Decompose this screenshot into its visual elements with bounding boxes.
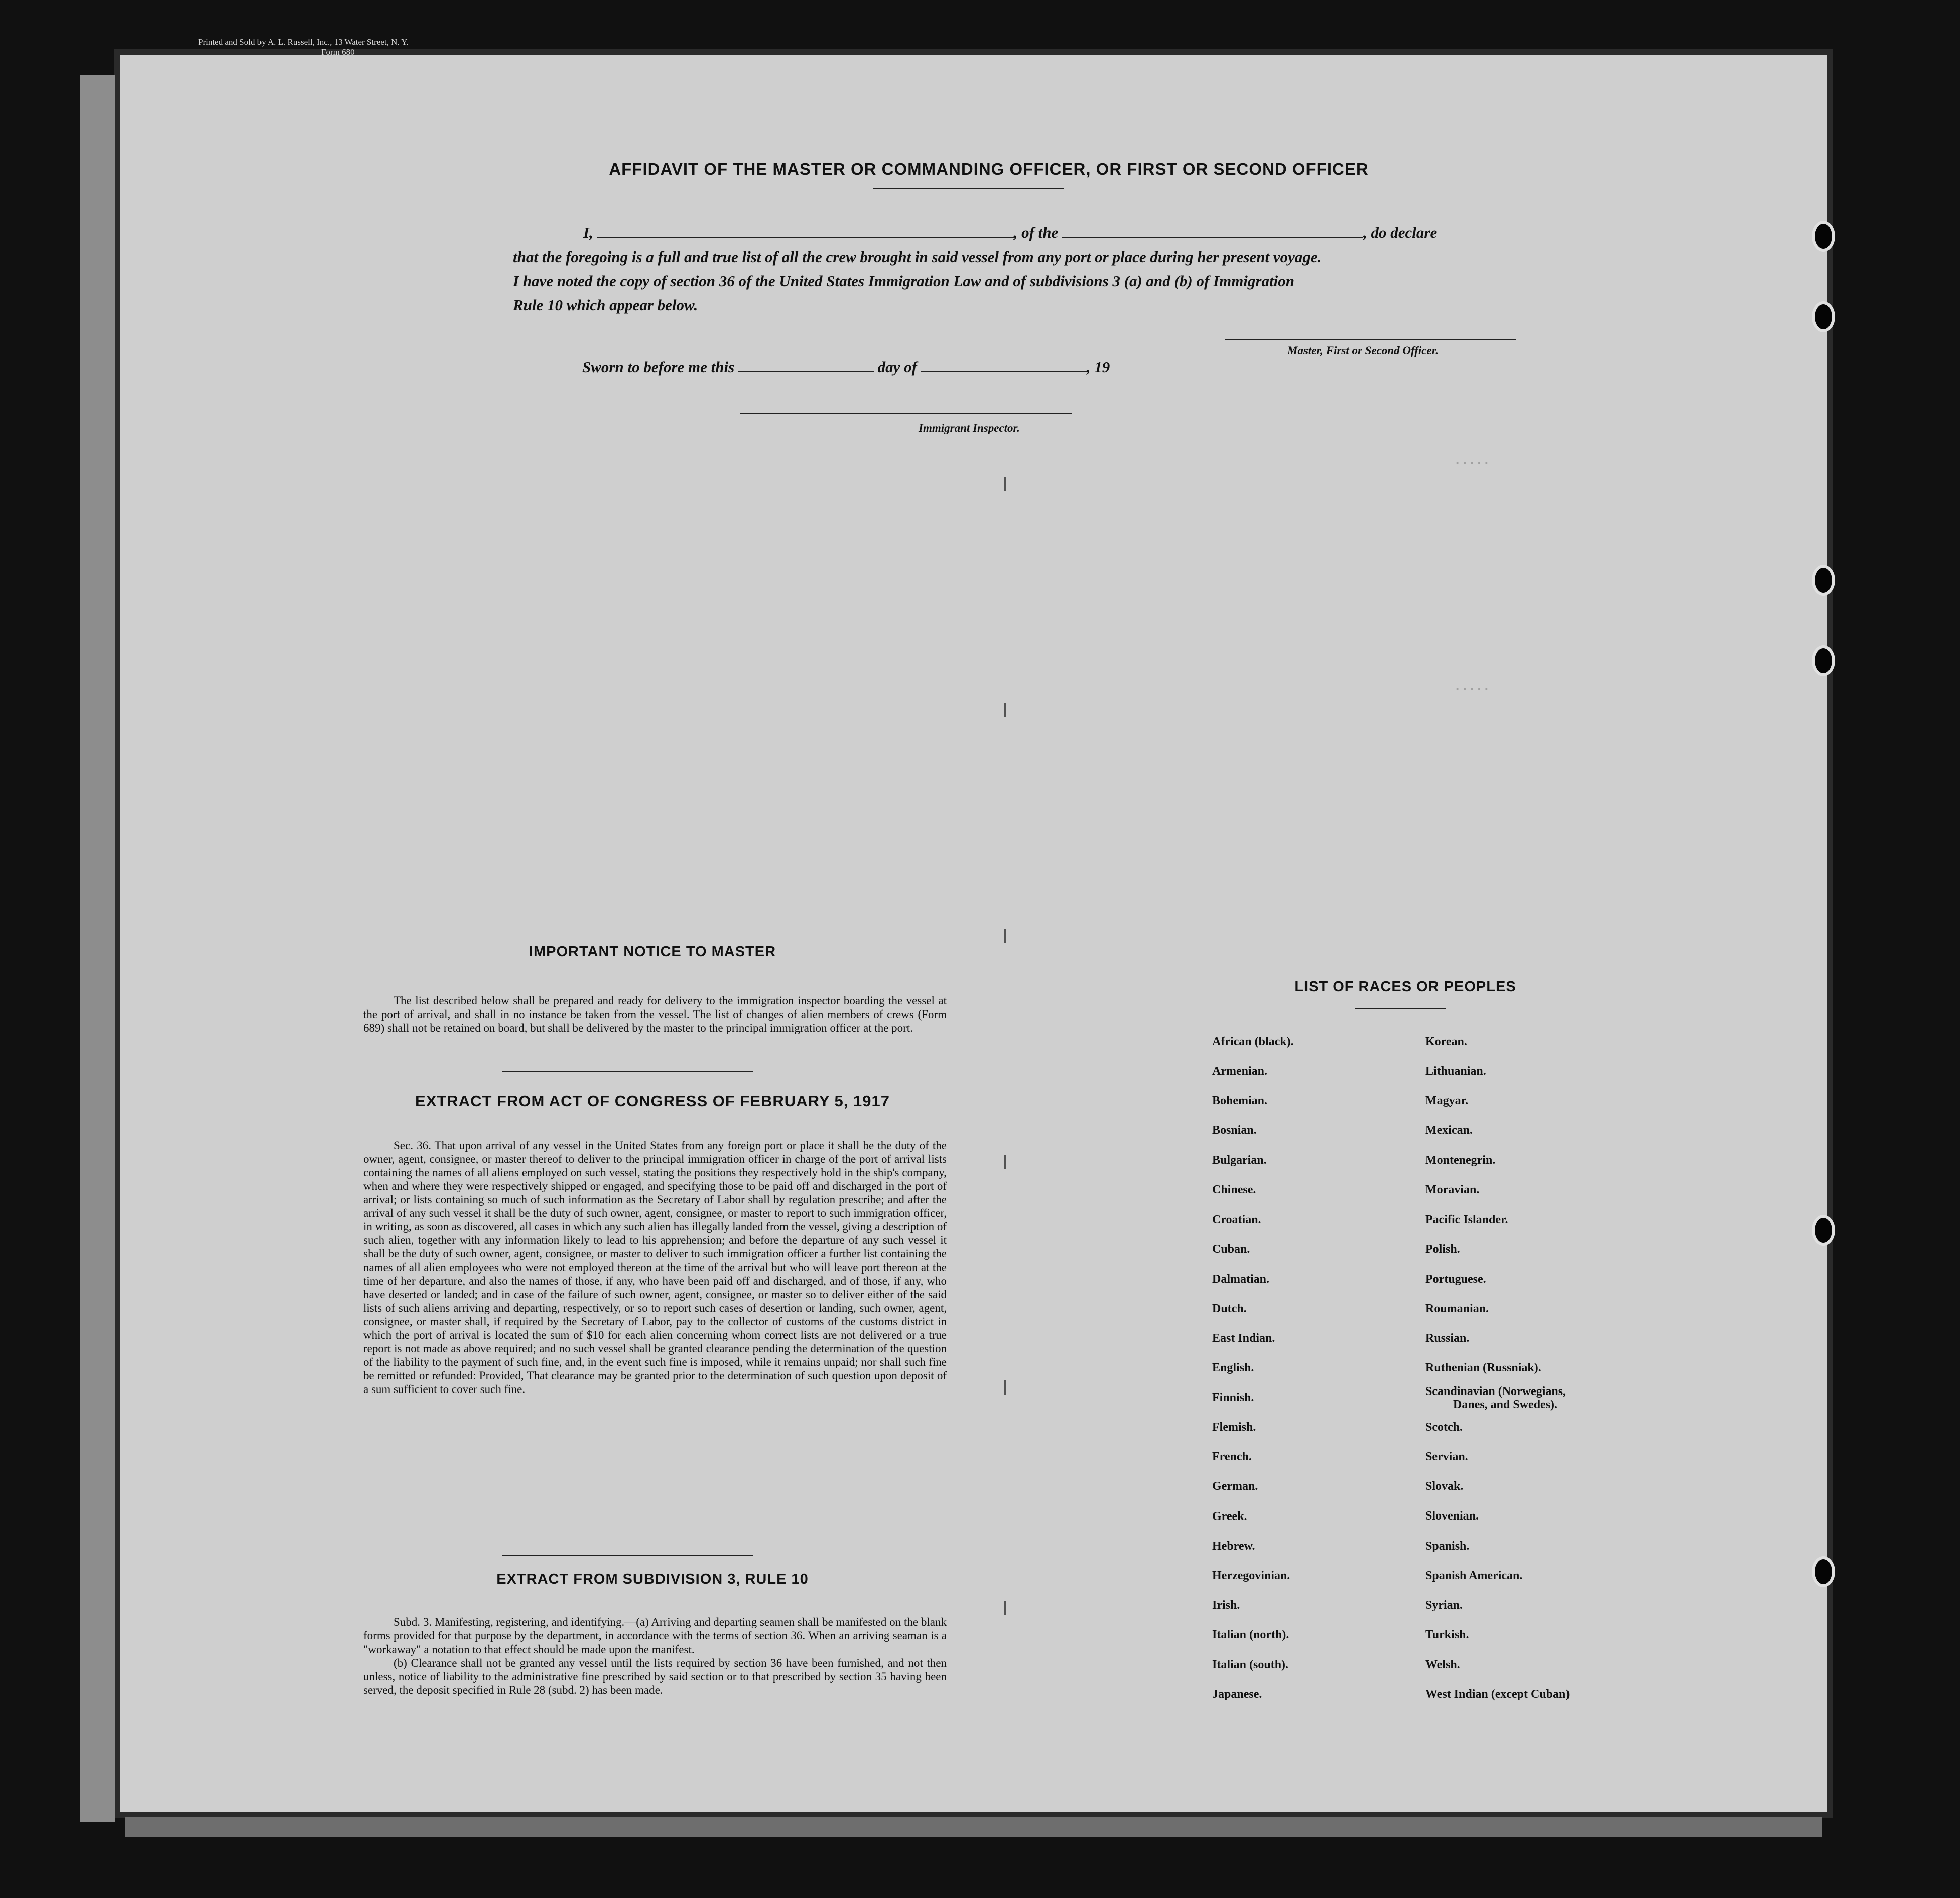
affidavit-line-1: I, , of the , do declare — [583, 224, 1438, 241]
punch-hole — [1812, 1556, 1835, 1587]
races-left-column — [1212, 1027, 1294, 1709]
races-title-rule — [1355, 1008, 1446, 1009]
ditto-tick — [1004, 929, 1006, 943]
ditto-tick — [1004, 1380, 1006, 1395]
act-extract-text: Sec. 36. That upon arrival of any vessel in the United States from any foreign port or place it shall be the duty of the owner, agent, consignee, or master thereof to deliver to the principal immigration officer in charge of the port of arrival lists containing the names of all aliens employed on such vessel, stating the positions they respectively hold in the ship's company, when and where they were respectively shipped or engaged, and specifying those to be paid off and discharged in the port of arrival; or lists containing so much of such information as the Secretary of Labor shall by regulation prescribe; and after the arrival of any such vessel it shall be the duty of such owner, agent, consignee, or master to report to such immigration officer, in writing, as soon as discovered, all cases in which any such alien has illegally landed from the vessel, giving a description of such alien, together with any information likely to lead to his apprehension; and before the departure of any such vessel it shall be the duty of such owner, agent, consignee, or master to deliver to such immigration officer a further list containing the names of all alien employees who were not employed thereon at the time of the arrival but who will leave port thereon at the time of her departure, and also the names of those, if any, who have been paid off and discharged, and of those, if any, who have deserted or landed; and in case of the failure of such owner, agent, consignee, or master so to deliver either of the said lists of such aliens arriving and departing, respectively, or so to report such cases of desertion or landing, such owner, agent, consignee, or master shall, if required by the Secretary of Labor, pay to the collector of customs of the customs district in which the port of arrival is located the sum of $10 for each alien concerning whom correct lists are not delivered or a true report is not made as above required; and no such vessel shall be granted clearance pending the determination of the question of the liability to the payment of such fine, and, in the event such fine is imposed, while it remains unpaid; nor shall such fine be remitted or refunded: Provided, That clearance may be granted prior to the determination of such question upon deposit of a sum sufficient to cover such fine. — [363, 1139, 947, 1396]
race-item: Spanish. — [1425, 1539, 1470, 1553]
race-item: Pacific Islander. — [1425, 1213, 1508, 1226]
bleed-through-mark: . . . . . — [1456, 452, 1489, 467]
race-item: Korean. — [1425, 1035, 1467, 1048]
race-item: East Indian. — [1212, 1331, 1275, 1345]
inspector-signature-label: Immigrant Inspector. — [919, 422, 1020, 434]
affidavit-line-2: that the foregoing is a full and true list of all the crew brought in said vessel from any port or place during her present voyage. — [513, 248, 1322, 266]
affidavit-line-4: Rule 10 which appear below. — [513, 296, 698, 314]
ditto-tick — [1004, 477, 1006, 491]
race-item: Ruthenian (Russniak). — [1425, 1361, 1541, 1375]
race-item: Mexican. — [1425, 1124, 1473, 1137]
title-rule — [873, 188, 1064, 189]
race-item: Syrian. — [1425, 1598, 1463, 1612]
race-item: Portuguese. — [1425, 1272, 1486, 1286]
form-page — [120, 55, 1827, 1812]
ditto-tick — [1004, 1601, 1006, 1615]
rule-extract-title: EXTRACT FROM SUBDIVISION 3, RULE 10 — [496, 1571, 809, 1587]
race-item: Magyar. — [1425, 1094, 1469, 1108]
race-item: German. — [1212, 1480, 1258, 1493]
race-item: Montenegrin. — [1425, 1154, 1496, 1167]
master-signature-line — [1225, 339, 1516, 340]
race-item: Finnish. — [1212, 1391, 1254, 1405]
race-item: Greek. — [1212, 1509, 1247, 1523]
race-item: Italian (south). — [1212, 1658, 1289, 1671]
punch-hole — [1812, 1215, 1835, 1246]
punch-hole — [1812, 565, 1835, 596]
race-item: Slovak. — [1425, 1480, 1464, 1493]
notice-title: IMPORTANT NOTICE TO MASTER — [529, 944, 776, 960]
race-item: Flemish. — [1212, 1421, 1256, 1434]
vessel-blank[interactable] — [1062, 224, 1363, 238]
section-divider — [502, 1071, 753, 1072]
race-item: Polish. — [1425, 1242, 1460, 1256]
race-item: English. — [1212, 1361, 1254, 1375]
race-item: Bohemian. — [1212, 1094, 1268, 1108]
master-signature-label: Master, First or Second Officer. — [1287, 344, 1439, 357]
race-item: Dutch. — [1212, 1302, 1247, 1315]
section-divider — [502, 1555, 753, 1556]
race-item: African (black). — [1212, 1035, 1294, 1048]
race-item: Scandinavian (Norwegians, Danes, and Swedes). — [1425, 1385, 1566, 1412]
race-item: Turkish. — [1425, 1628, 1469, 1641]
race-item: Croatian. — [1212, 1213, 1261, 1226]
sworn-month-blank[interactable] — [921, 358, 1087, 372]
sworn-line: Sworn to before me this day of , 19 — [582, 358, 1110, 376]
race-item: Russian. — [1425, 1331, 1470, 1345]
ditto-tick — [1004, 703, 1006, 717]
races-title: LIST OF RACES OR PEOPLES — [1294, 979, 1516, 995]
ditto-tick — [1004, 1155, 1006, 1169]
race-item: West Indian (except Cuban) — [1425, 1687, 1570, 1701]
race-item: Hebrew. — [1212, 1539, 1255, 1553]
race-item: Dalmatian. — [1212, 1272, 1269, 1286]
races-right-column — [1425, 1027, 1570, 1709]
sworn-day-blank[interactable] — [738, 358, 874, 372]
page-edge-left — [80, 75, 115, 1822]
punch-hole — [1812, 221, 1835, 252]
race-item: Lithuanian. — [1425, 1065, 1486, 1078]
race-item: Armenian. — [1212, 1065, 1267, 1078]
race-item: Irish. — [1212, 1598, 1240, 1612]
race-item: Servian. — [1425, 1450, 1468, 1464]
race-item: Japanese. — [1212, 1688, 1262, 1701]
inspector-signature-line — [740, 413, 1072, 414]
notice-text: The list described below shall be prepared and ready for delivery to the immigration inspector boarding the vessel at the port of arrival, and shall in no instance be taken from the vessel. The list of changes of alien members of crews (Form 689) shall not be retained on board, but shall be delivered by the master to the principal immigration officer at the port. — [363, 994, 947, 1034]
affidavit-title: AFFIDAVIT OF THE MASTER OR COMMANDING OFFICER, OR FIRST OR SECOND OFFICER — [609, 160, 1369, 178]
race-item: French. — [1212, 1450, 1252, 1464]
affidavit-line-3: I have noted the copy of section 36 of the United States Immigration Law and of subdivisions 3 (a) and (b) of Immigration — [513, 272, 1294, 290]
rule-extract-text: Subd. 3. Manifesting, registering, and identifying.—(a) Arriving and departing seamen shall be manifested on the blank forms provided for that purpose by the department, in accordance with the terms of section 36. When an arriving seaman is a "workaway" a notation to that effect should be made upon the manifest. (b) Clearance shall not be granted any vessel until the lists required by section 36 have been furnished, and not then unless, notice of liability to the administrative fine prescribed by said section or to that prescribed by section 35 having been served, the deposit specified in Rule 28 (subd. 2) has been made. — [363, 1616, 947, 1696]
race-item: Roumanian. — [1425, 1302, 1489, 1315]
race-item: Welsh. — [1425, 1658, 1460, 1671]
printer-imprint: Printed and Sold by A. L. Russell, Inc., 13 Water Street, N. Y. Form 680 — [198, 37, 409, 57]
page-edge-bottom — [125, 1817, 1822, 1837]
race-item: Chinese. — [1212, 1183, 1256, 1197]
race-item: Scotch. — [1425, 1421, 1463, 1434]
punch-hole — [1812, 645, 1835, 676]
race-item: Bulgarian. — [1212, 1154, 1267, 1167]
race-item: Spanish American. — [1425, 1569, 1523, 1582]
act-extract-title: EXTRACT FROM ACT OF CONGRESS OF FEBRUARY 5, 1917 — [415, 1092, 890, 1110]
name-blank[interactable] — [597, 224, 1014, 238]
affidavit-statement — [513, 221, 1517, 317]
punch-hole — [1812, 301, 1835, 332]
race-item: Bosnian. — [1212, 1124, 1257, 1137]
race-item: Cuban. — [1212, 1242, 1250, 1256]
race-item: Italian (north). — [1212, 1628, 1289, 1641]
race-item: Moravian. — [1425, 1183, 1480, 1197]
bleed-through-mark: . . . . . — [1456, 678, 1489, 693]
race-item: Slovenian. — [1425, 1509, 1479, 1523]
race-item: Herzegovinian. — [1212, 1569, 1290, 1582]
